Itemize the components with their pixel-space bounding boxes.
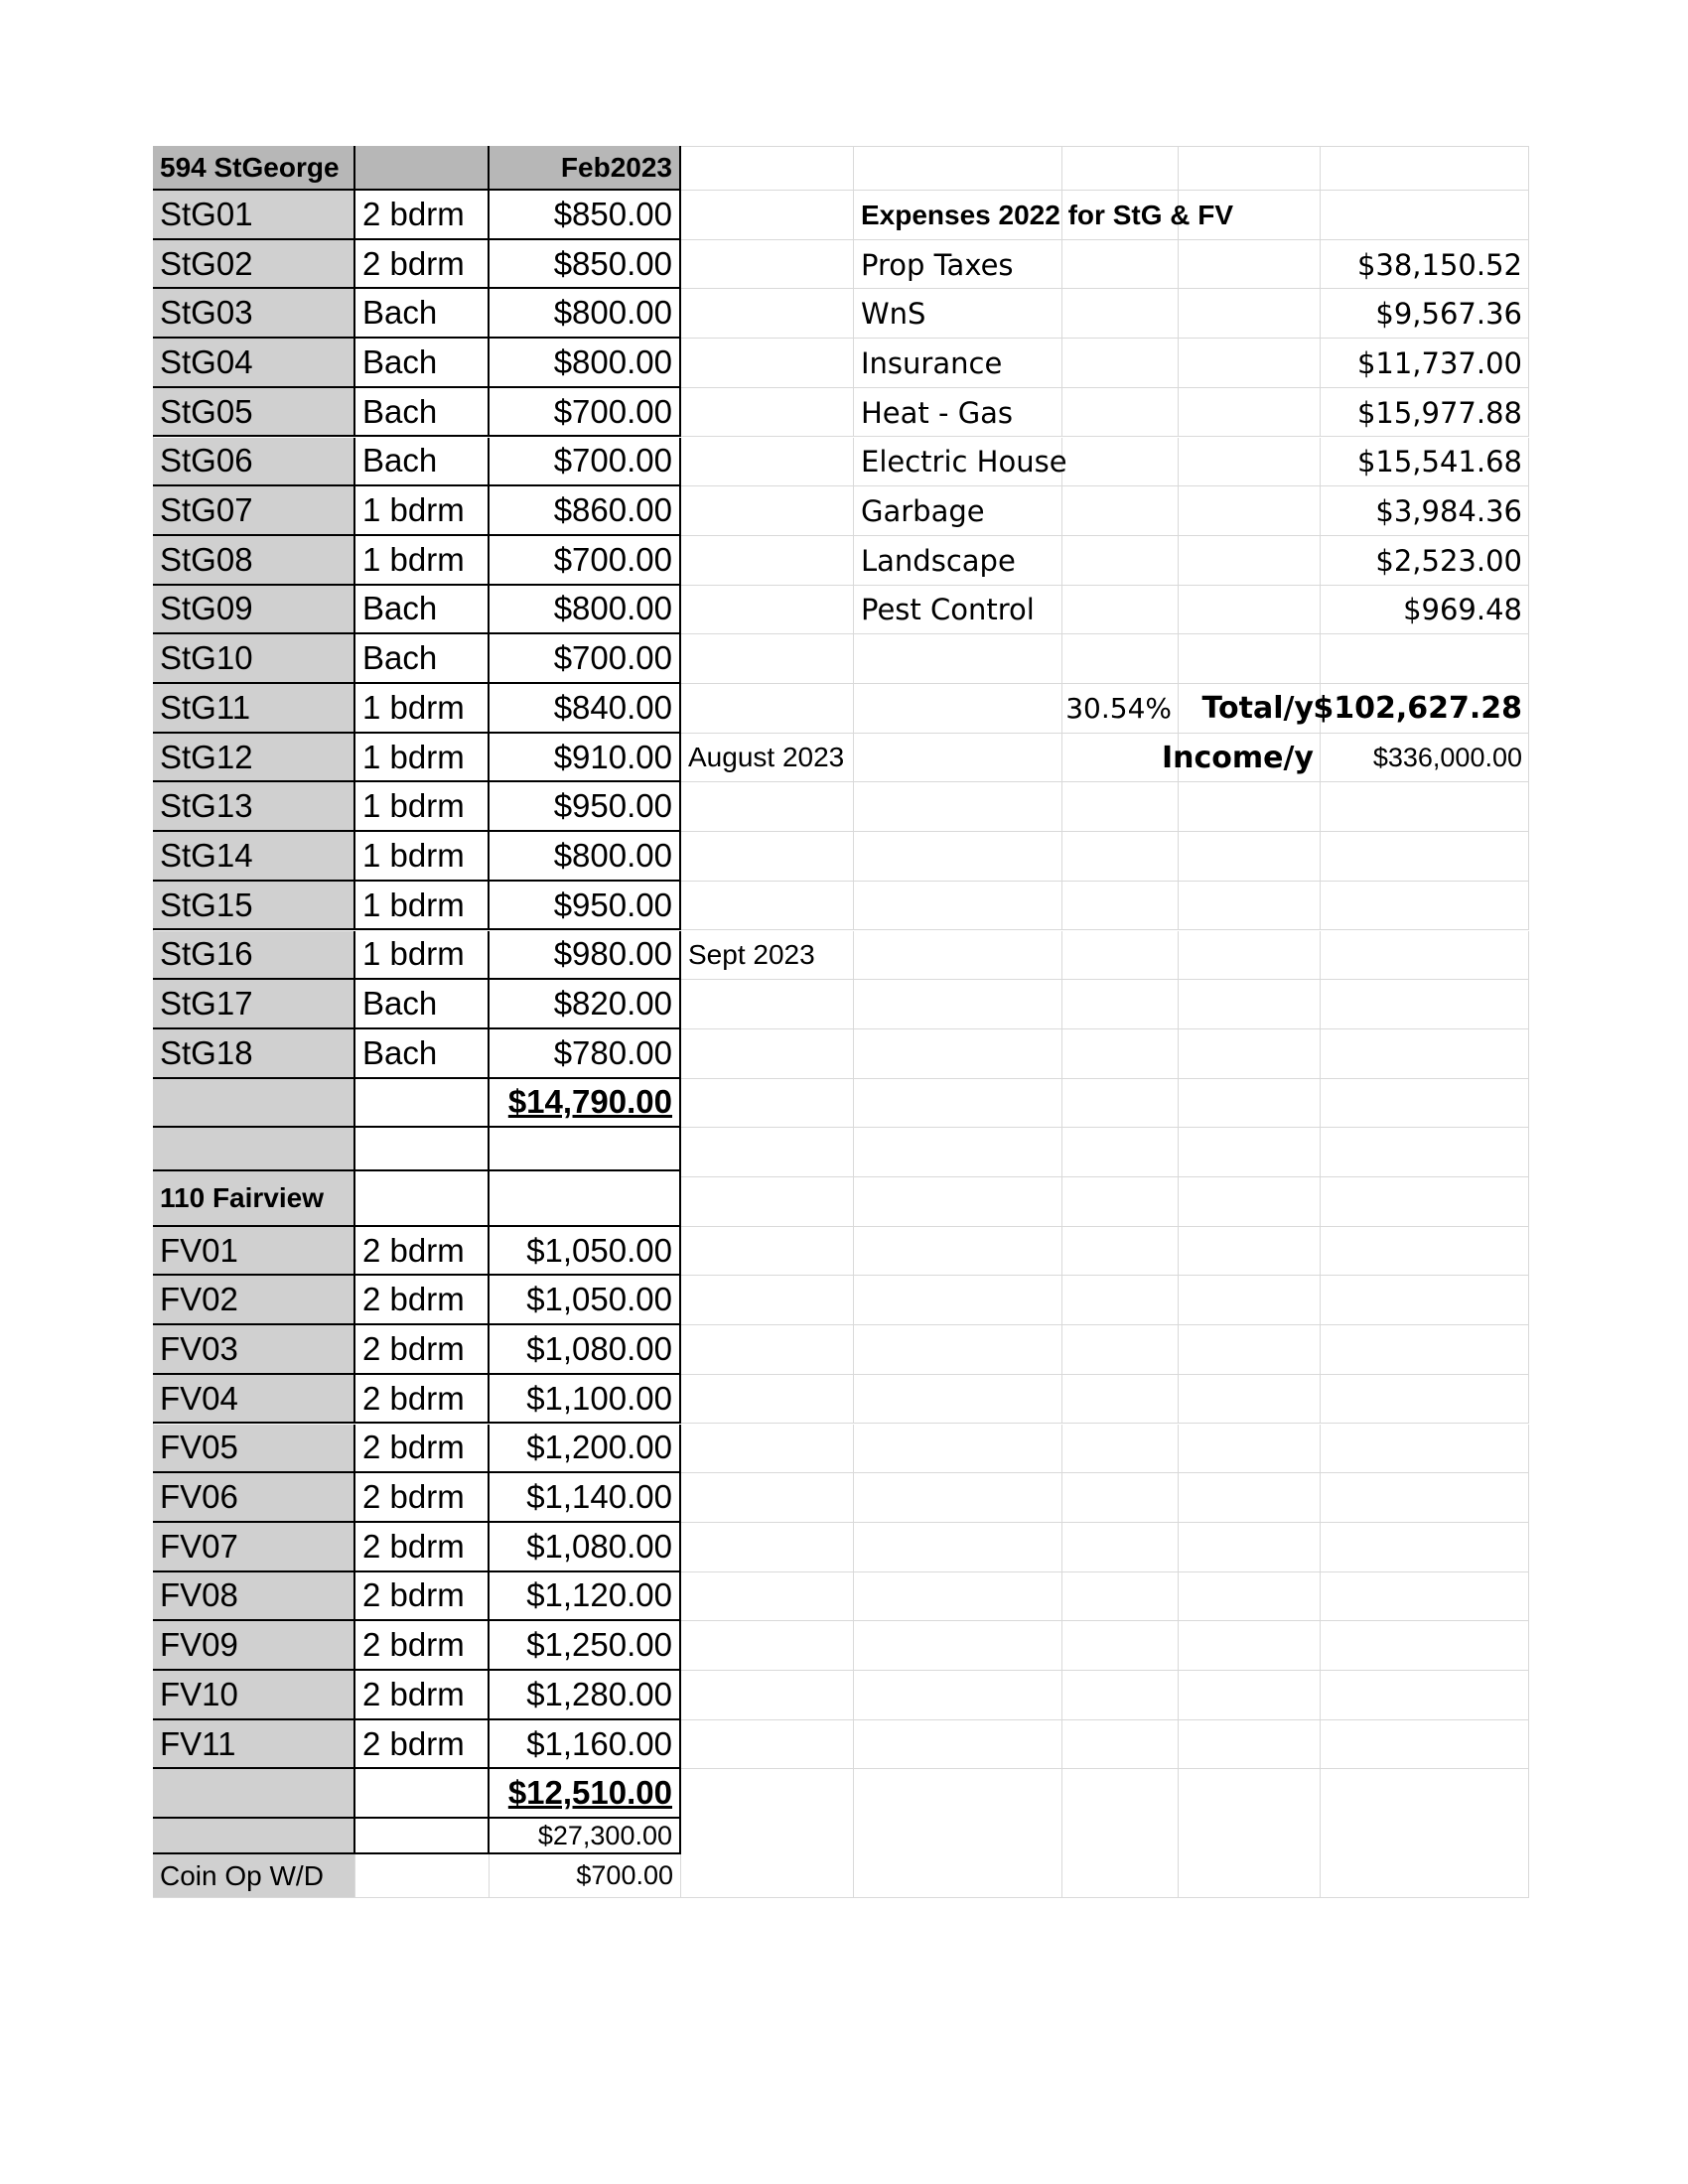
- grid-cell[interactable]: [1062, 634, 1179, 684]
- unit-rent[interactable]: $800.00: [490, 832, 681, 882]
- unit-type[interactable]: 1 bdrm: [355, 782, 490, 832]
- grid-cell[interactable]: [1062, 1227, 1179, 1277]
- unit-rent[interactable]: $850.00: [490, 191, 681, 240]
- coin-op-label[interactable]: Coin Op W/D: [153, 1854, 355, 1898]
- unit-type[interactable]: 2 bdrm: [355, 1572, 490, 1622]
- grid-cell[interactable]: [681, 1227, 854, 1277]
- grid-cell[interactable]: [1179, 486, 1321, 536]
- rent-change-note[interactable]: August 2023: [681, 734, 854, 783]
- expense-label[interactable]: Insurance: [861, 345, 1003, 380]
- unit-id[interactable]: StG06: [153, 438, 355, 487]
- expense-ratio[interactable]: 30.54%: [1065, 692, 1172, 726]
- grid-cell[interactable]: [1179, 782, 1321, 832]
- grid-cell[interactable]: [1062, 1375, 1179, 1425]
- grid-cell[interactable]: [854, 1769, 1062, 1898]
- expense-label[interactable]: Garbage: [861, 494, 985, 529]
- unit-id[interactable]: StG16: [153, 931, 355, 981]
- unit-rent[interactable]: $950.00: [490, 882, 681, 931]
- expense-amount[interactable]: $11,737.00: [1356, 345, 1522, 380]
- grid-cell[interactable]: [681, 782, 854, 832]
- grid-cell[interactable]: [1062, 882, 1179, 931]
- fv-total[interactable]: $12,510.00: [490, 1769, 681, 1819]
- unit-rent[interactable]: $840.00: [490, 684, 681, 734]
- grid-cell[interactable]: [854, 980, 1062, 1029]
- expense-amount[interactable]: $3,984.36: [1375, 494, 1522, 529]
- grid-cell[interactable]: [1062, 1769, 1179, 1898]
- rent-change-note[interactable]: Sept 2023: [681, 931, 854, 981]
- expense-amount[interactable]: $9,567.36: [1375, 297, 1522, 332]
- unit-id[interactable]: StG10: [153, 634, 355, 684]
- unit-rent[interactable]: $950.00: [490, 782, 681, 832]
- income-per-year-value[interactable]: $336,000.00: [1372, 743, 1522, 773]
- unit-type[interactable]: 2 bdrm: [355, 1671, 490, 1720]
- grid-cell[interactable]: [681, 634, 854, 684]
- grid-cell[interactable]: [1321, 1473, 1529, 1523]
- grid-cell[interactable]: [681, 1276, 854, 1325]
- grid-cell[interactable]: [854, 1473, 1062, 1523]
- grid-cell[interactable]: [1062, 1621, 1179, 1671]
- unit-rent[interactable]: $780.00: [490, 1029, 681, 1079]
- unit-id[interactable]: StG12: [153, 734, 355, 783]
- grid-cell[interactable]: [681, 1079, 854, 1129]
- unit-type[interactable]: 1 bdrm: [355, 931, 490, 981]
- grid-cell[interactable]: [1179, 1325, 1321, 1375]
- grid-cell[interactable]: [681, 1128, 854, 1177]
- unit-rent[interactable]: $1,100.00: [490, 1375, 681, 1425]
- unit-id[interactable]: StG17: [153, 980, 355, 1029]
- grid-cell[interactable]: [1062, 438, 1179, 487]
- grid-cell[interactable]: [681, 1720, 854, 1770]
- grid-cell[interactable]: [1321, 1128, 1529, 1177]
- grid-cell[interactable]: [1321, 1276, 1529, 1325]
- grid-cell[interactable]: [1321, 1079, 1529, 1129]
- grid-cell[interactable]: [681, 1029, 854, 1079]
- grid-cell[interactable]: [854, 1079, 1062, 1129]
- grid-cell[interactable]: [1321, 1177, 1529, 1227]
- grid-cell[interactable]: [681, 1425, 854, 1474]
- grid-cell[interactable]: [681, 586, 854, 635]
- section-header-stgeorge[interactable]: 594 StGeorge: [153, 146, 355, 191]
- unit-rent[interactable]: $820.00: [490, 980, 681, 1029]
- grid-cell[interactable]: [1321, 782, 1529, 832]
- grid-cell[interactable]: [681, 1375, 854, 1425]
- grid-cell[interactable]: [1321, 1375, 1529, 1425]
- unit-id[interactable]: FV01: [153, 1227, 355, 1277]
- grid-cell[interactable]: [854, 1227, 1062, 1277]
- grid-cell[interactable]: [854, 1325, 1062, 1375]
- unit-id[interactable]: StG04: [153, 339, 355, 388]
- grid-cell[interactable]: [854, 1128, 1062, 1177]
- unit-rent[interactable]: $700.00: [490, 634, 681, 684]
- grid-cell[interactable]: [1321, 191, 1529, 240]
- grid-cell[interactable]: [681, 1621, 854, 1671]
- unit-type[interactable]: Bach: [355, 586, 490, 635]
- grid-cell[interactable]: [1321, 1325, 1529, 1375]
- grid-cell[interactable]: [854, 1029, 1062, 1079]
- total-per-year-label[interactable]: Total/y: [1201, 691, 1314, 727]
- grid-cell[interactable]: [1062, 388, 1179, 438]
- unit-id[interactable]: StG05: [153, 388, 355, 438]
- unit-type[interactable]: Bach: [355, 339, 490, 388]
- grid-cell[interactable]: [1179, 1621, 1321, 1671]
- grid-cell[interactable]: [681, 339, 854, 388]
- grid-cell[interactable]: [1179, 1227, 1321, 1277]
- total-blank[interactable]: [355, 1769, 490, 1819]
- expense-amount[interactable]: $38,150.52: [1356, 247, 1522, 282]
- unit-id[interactable]: FV05: [153, 1425, 355, 1474]
- expense-amount[interactable]: $15,977.88: [1356, 395, 1522, 430]
- grid-cell[interactable]: [854, 1671, 1062, 1720]
- unit-id[interactable]: FV10: [153, 1671, 355, 1720]
- grid-cell[interactable]: [1062, 536, 1179, 586]
- unit-type[interactable]: Bach: [355, 388, 490, 438]
- unit-id[interactable]: StG03: [153, 289, 355, 339]
- coin-op-value[interactable]: $700.00: [490, 1854, 681, 1898]
- grid-cell[interactable]: [1062, 1720, 1179, 1770]
- unit-type[interactable]: 1 bdrm: [355, 684, 490, 734]
- grid-cell[interactable]: [1179, 1128, 1321, 1177]
- grid-cell[interactable]: [1179, 1572, 1321, 1622]
- grid-cell[interactable]: [1062, 1128, 1179, 1177]
- unit-type[interactable]: 2 bdrm: [355, 1227, 490, 1277]
- coin-op-blank[interactable]: [355, 1854, 490, 1898]
- header-month[interactable]: Feb2023: [490, 146, 681, 191]
- unit-id[interactable]: StG15: [153, 882, 355, 931]
- grid-cell[interactable]: [1321, 1621, 1529, 1671]
- grid-cell[interactable]: [1321, 1671, 1529, 1720]
- grid-cell[interactable]: [1179, 146, 1321, 191]
- expense-amount[interactable]: $2,523.00: [1375, 543, 1522, 578]
- unit-id[interactable]: StG14: [153, 832, 355, 882]
- unit-rent[interactable]: $910.00: [490, 734, 681, 783]
- grid-cell[interactable]: [1062, 289, 1179, 339]
- unit-id[interactable]: StG02: [153, 240, 355, 290]
- grid-cell[interactable]: [1062, 240, 1179, 290]
- unit-type[interactable]: 2 bdrm: [355, 240, 490, 290]
- header-blank[interactable]: [355, 1171, 490, 1226]
- unit-id[interactable]: FV08: [153, 1572, 355, 1622]
- grid-cell[interactable]: [681, 486, 854, 536]
- unit-id[interactable]: FV04: [153, 1375, 355, 1425]
- unit-rent[interactable]: $860.00: [490, 486, 681, 536]
- grid-cell[interactable]: [681, 289, 854, 339]
- grid-cell[interactable]: [1179, 240, 1321, 290]
- grid-cell[interactable]: [1321, 832, 1529, 882]
- grid-cell[interactable]: [1179, 1276, 1321, 1325]
- grid-cell[interactable]: [1179, 1671, 1321, 1720]
- grid-cell[interactable]: [1062, 1523, 1179, 1572]
- unit-rent[interactable]: $700.00: [490, 438, 681, 487]
- unit-rent[interactable]: $850.00: [490, 240, 681, 290]
- total-label-blank[interactable]: [153, 1079, 355, 1129]
- grid-cell[interactable]: [681, 191, 854, 240]
- grid-cell[interactable]: [681, 832, 854, 882]
- grid-cell[interactable]: [1321, 146, 1529, 191]
- grid-cell[interactable]: [1062, 146, 1179, 191]
- grid-cell[interactable]: [1179, 1523, 1321, 1572]
- unit-rent[interactable]: $800.00: [490, 586, 681, 635]
- grid-cell[interactable]: [1321, 882, 1529, 931]
- grid-cell[interactable]: [681, 1671, 854, 1720]
- total-blank[interactable]: [355, 1079, 490, 1129]
- unit-type[interactable]: 2 bdrm: [355, 1276, 490, 1325]
- unit-type[interactable]: Bach: [355, 438, 490, 487]
- unit-rent[interactable]: $1,250.00: [490, 1621, 681, 1671]
- grid-cell[interactable]: [1062, 1177, 1179, 1227]
- grid-cell[interactable]: [1321, 931, 1529, 981]
- grid-cell[interactable]: [681, 1572, 854, 1622]
- unit-type[interactable]: 2 bdrm: [355, 1375, 490, 1425]
- grid-cell[interactable]: [1179, 1177, 1321, 1227]
- grid-cell[interactable]: [681, 536, 854, 586]
- total-per-year-value[interactable]: $102,627.28: [1313, 691, 1522, 727]
- unit-type[interactable]: Bach: [355, 1029, 490, 1079]
- expense-label[interactable]: Heat - Gas: [861, 395, 1014, 430]
- grid-cell[interactable]: [1179, 882, 1321, 931]
- spacer-cell[interactable]: [153, 1128, 355, 1171]
- section-header-fairview[interactable]: 110 Fairview: [153, 1171, 355, 1226]
- unit-id[interactable]: StG11: [153, 684, 355, 734]
- unit-type[interactable]: 2 bdrm: [355, 1473, 490, 1523]
- grid-cell[interactable]: [854, 1375, 1062, 1425]
- unit-type[interactable]: 2 bdrm: [355, 191, 490, 240]
- grid-cell[interactable]: [854, 1720, 1062, 1770]
- grid-cell[interactable]: [681, 1325, 854, 1375]
- grid-cell[interactable]: [1179, 536, 1321, 586]
- grid-cell[interactable]: [854, 684, 1062, 734]
- grid-cell[interactable]: [1062, 486, 1179, 536]
- unit-rent[interactable]: $1,080.00: [490, 1523, 681, 1572]
- grid-cell[interactable]: [1321, 1720, 1529, 1770]
- grand-total[interactable]: $27,300.00: [490, 1819, 681, 1854]
- grid-cell[interactable]: [1321, 634, 1529, 684]
- grid-cell[interactable]: [854, 882, 1062, 931]
- grid-cell[interactable]: [1062, 980, 1179, 1029]
- unit-id[interactable]: FV06: [153, 1473, 355, 1523]
- unit-rent[interactable]: $1,160.00: [490, 1720, 681, 1770]
- grid-cell[interactable]: [681, 1177, 854, 1227]
- grid-cell[interactable]: [1062, 1671, 1179, 1720]
- income-per-year-label[interactable]: Income/y: [1161, 741, 1314, 776]
- unit-rent[interactable]: $800.00: [490, 339, 681, 388]
- unit-id[interactable]: StG09: [153, 586, 355, 635]
- grid-cell[interactable]: [681, 1769, 854, 1898]
- unit-id[interactable]: StG08: [153, 536, 355, 586]
- expense-label[interactable]: Landscape: [861, 543, 1016, 578]
- grid-cell[interactable]: [1179, 1473, 1321, 1523]
- unit-type[interactable]: 2 bdrm: [355, 1523, 490, 1572]
- grid-cell[interactable]: [854, 1621, 1062, 1671]
- expense-label[interactable]: Prop Taxes: [861, 247, 1014, 282]
- total-label-blank[interactable]: [153, 1769, 355, 1819]
- grid-cell[interactable]: [1321, 1572, 1529, 1622]
- grid-cell[interactable]: [1179, 980, 1321, 1029]
- unit-type[interactable]: 1 bdrm: [355, 486, 490, 536]
- unit-rent[interactable]: $1,280.00: [490, 1671, 681, 1720]
- unit-type[interactable]: 1 bdrm: [355, 832, 490, 882]
- grid-cell[interactable]: [1179, 388, 1321, 438]
- expense-amount[interactable]: $969.48: [1403, 593, 1522, 627]
- unit-type[interactable]: Bach: [355, 980, 490, 1029]
- grid-cell[interactable]: [1179, 1425, 1321, 1474]
- stg-total[interactable]: $14,790.00: [490, 1079, 681, 1129]
- grid-cell[interactable]: [1321, 980, 1529, 1029]
- unit-rent[interactable]: $1,080.00: [490, 1325, 681, 1375]
- grid-cell[interactable]: [681, 388, 854, 438]
- unit-id[interactable]: StG13: [153, 782, 355, 832]
- unit-id[interactable]: FV07: [153, 1523, 355, 1572]
- grid-cell[interactable]: [681, 1523, 854, 1572]
- unit-rent[interactable]: $1,140.00: [490, 1473, 681, 1523]
- grid-cell[interactable]: [681, 882, 854, 931]
- grid-cell[interactable]: [1062, 782, 1179, 832]
- unit-type[interactable]: 1 bdrm: [355, 882, 490, 931]
- grid-cell[interactable]: [681, 240, 854, 290]
- spacer-cell[interactable]: [355, 1128, 490, 1171]
- grid-cell[interactable]: [1062, 1325, 1179, 1375]
- grid-cell[interactable]: [1321, 1227, 1529, 1277]
- grid-cell[interactable]: [1062, 1079, 1179, 1129]
- unit-rent[interactable]: $700.00: [490, 388, 681, 438]
- grid-cell[interactable]: [1179, 438, 1321, 487]
- grid-cell[interactable]: [1179, 832, 1321, 882]
- unit-id[interactable]: FV02: [153, 1276, 355, 1325]
- unit-rent[interactable]: $700.00: [490, 536, 681, 586]
- unit-rent[interactable]: $800.00: [490, 289, 681, 339]
- grid-cell[interactable]: [854, 146, 1062, 191]
- grid-cell[interactable]: [854, 1276, 1062, 1325]
- grid-cell[interactable]: [1062, 1276, 1179, 1325]
- unit-id[interactable]: StG07: [153, 486, 355, 536]
- header-blank[interactable]: [490, 1171, 681, 1226]
- header-blank[interactable]: [355, 146, 490, 191]
- grid-cell[interactable]: [1062, 832, 1179, 882]
- grid-cell[interactable]: [1321, 1029, 1529, 1079]
- grid-cell[interactable]: [854, 634, 1062, 684]
- grid-cell[interactable]: [1179, 1375, 1321, 1425]
- unit-id[interactable]: StG18: [153, 1029, 355, 1079]
- unit-type[interactable]: 1 bdrm: [355, 536, 490, 586]
- unit-rent[interactable]: $1,200.00: [490, 1425, 681, 1474]
- grid-cell[interactable]: [1179, 1769, 1321, 1898]
- grid-cell[interactable]: [681, 980, 854, 1029]
- unit-rent[interactable]: $980.00: [490, 931, 681, 981]
- unit-type[interactable]: 2 bdrm: [355, 1720, 490, 1770]
- unit-type[interactable]: 1 bdrm: [355, 734, 490, 783]
- grid-cell[interactable]: [681, 146, 854, 191]
- grid-cell[interactable]: [681, 1473, 854, 1523]
- grid-cell[interactable]: [1321, 1523, 1529, 1572]
- expenses-title[interactable]: Expenses 2022 for StG & FV: [861, 199, 1234, 230]
- grid-cell[interactable]: [1062, 931, 1179, 981]
- grid-cell[interactable]: [854, 782, 1062, 832]
- grid-cell[interactable]: [1179, 1029, 1321, 1079]
- grid-cell[interactable]: [1179, 634, 1321, 684]
- unit-id[interactable]: FV09: [153, 1621, 355, 1671]
- unit-id[interactable]: FV03: [153, 1325, 355, 1375]
- grid-cell[interactable]: [854, 1523, 1062, 1572]
- grid-cell[interactable]: [1062, 1029, 1179, 1079]
- unit-rent[interactable]: $1,050.00: [490, 1227, 681, 1277]
- grid-cell[interactable]: [854, 1177, 1062, 1227]
- unit-type[interactable]: 2 bdrm: [355, 1425, 490, 1474]
- unit-type[interactable]: 2 bdrm: [355, 1325, 490, 1375]
- grid-cell[interactable]: [854, 832, 1062, 882]
- grid-cell[interactable]: [854, 931, 1062, 981]
- expense-label[interactable]: Pest Control: [861, 593, 1035, 627]
- total-blank[interactable]: [355, 1819, 490, 1854]
- unit-rent[interactable]: $1,050.00: [490, 1276, 681, 1325]
- grid-cell[interactable]: [854, 1425, 1062, 1474]
- grid-cell[interactable]: [1321, 1425, 1529, 1474]
- unit-id[interactable]: FV11: [153, 1720, 355, 1770]
- expense-label[interactable]: Electric House: [861, 445, 1067, 479]
- expense-amount[interactable]: $15,541.68: [1356, 445, 1522, 479]
- grid-cell[interactable]: [854, 734, 1062, 783]
- unit-type[interactable]: Bach: [355, 634, 490, 684]
- grid-cell[interactable]: [1179, 1079, 1321, 1129]
- grid-cell[interactable]: [1179, 1720, 1321, 1770]
- unit-type[interactable]: Bach: [355, 289, 490, 339]
- unit-rent[interactable]: $1,120.00: [490, 1572, 681, 1622]
- grid-cell[interactable]: [1179, 289, 1321, 339]
- grid-cell[interactable]: [681, 684, 854, 734]
- grid-cell[interactable]: [1062, 1572, 1179, 1622]
- grid-cell[interactable]: [1062, 1473, 1179, 1523]
- grid-cell[interactable]: [1321, 1769, 1529, 1898]
- unit-id[interactable]: StG01: [153, 191, 355, 240]
- grid-cell[interactable]: [1062, 1425, 1179, 1474]
- grid-cell[interactable]: [1062, 339, 1179, 388]
- grid-cell[interactable]: [1179, 339, 1321, 388]
- grid-cell[interactable]: [854, 1572, 1062, 1622]
- grid-cell[interactable]: [1179, 931, 1321, 981]
- total-label-blank[interactable]: [153, 1819, 355, 1854]
- unit-type[interactable]: 2 bdrm: [355, 1621, 490, 1671]
- grid-cell[interactable]: [681, 438, 854, 487]
- grid-cell[interactable]: [1179, 586, 1321, 635]
- grid-cell[interactable]: [1062, 586, 1179, 635]
- spacer-cell[interactable]: [490, 1128, 681, 1171]
- expense-label[interactable]: WnS: [861, 297, 926, 332]
